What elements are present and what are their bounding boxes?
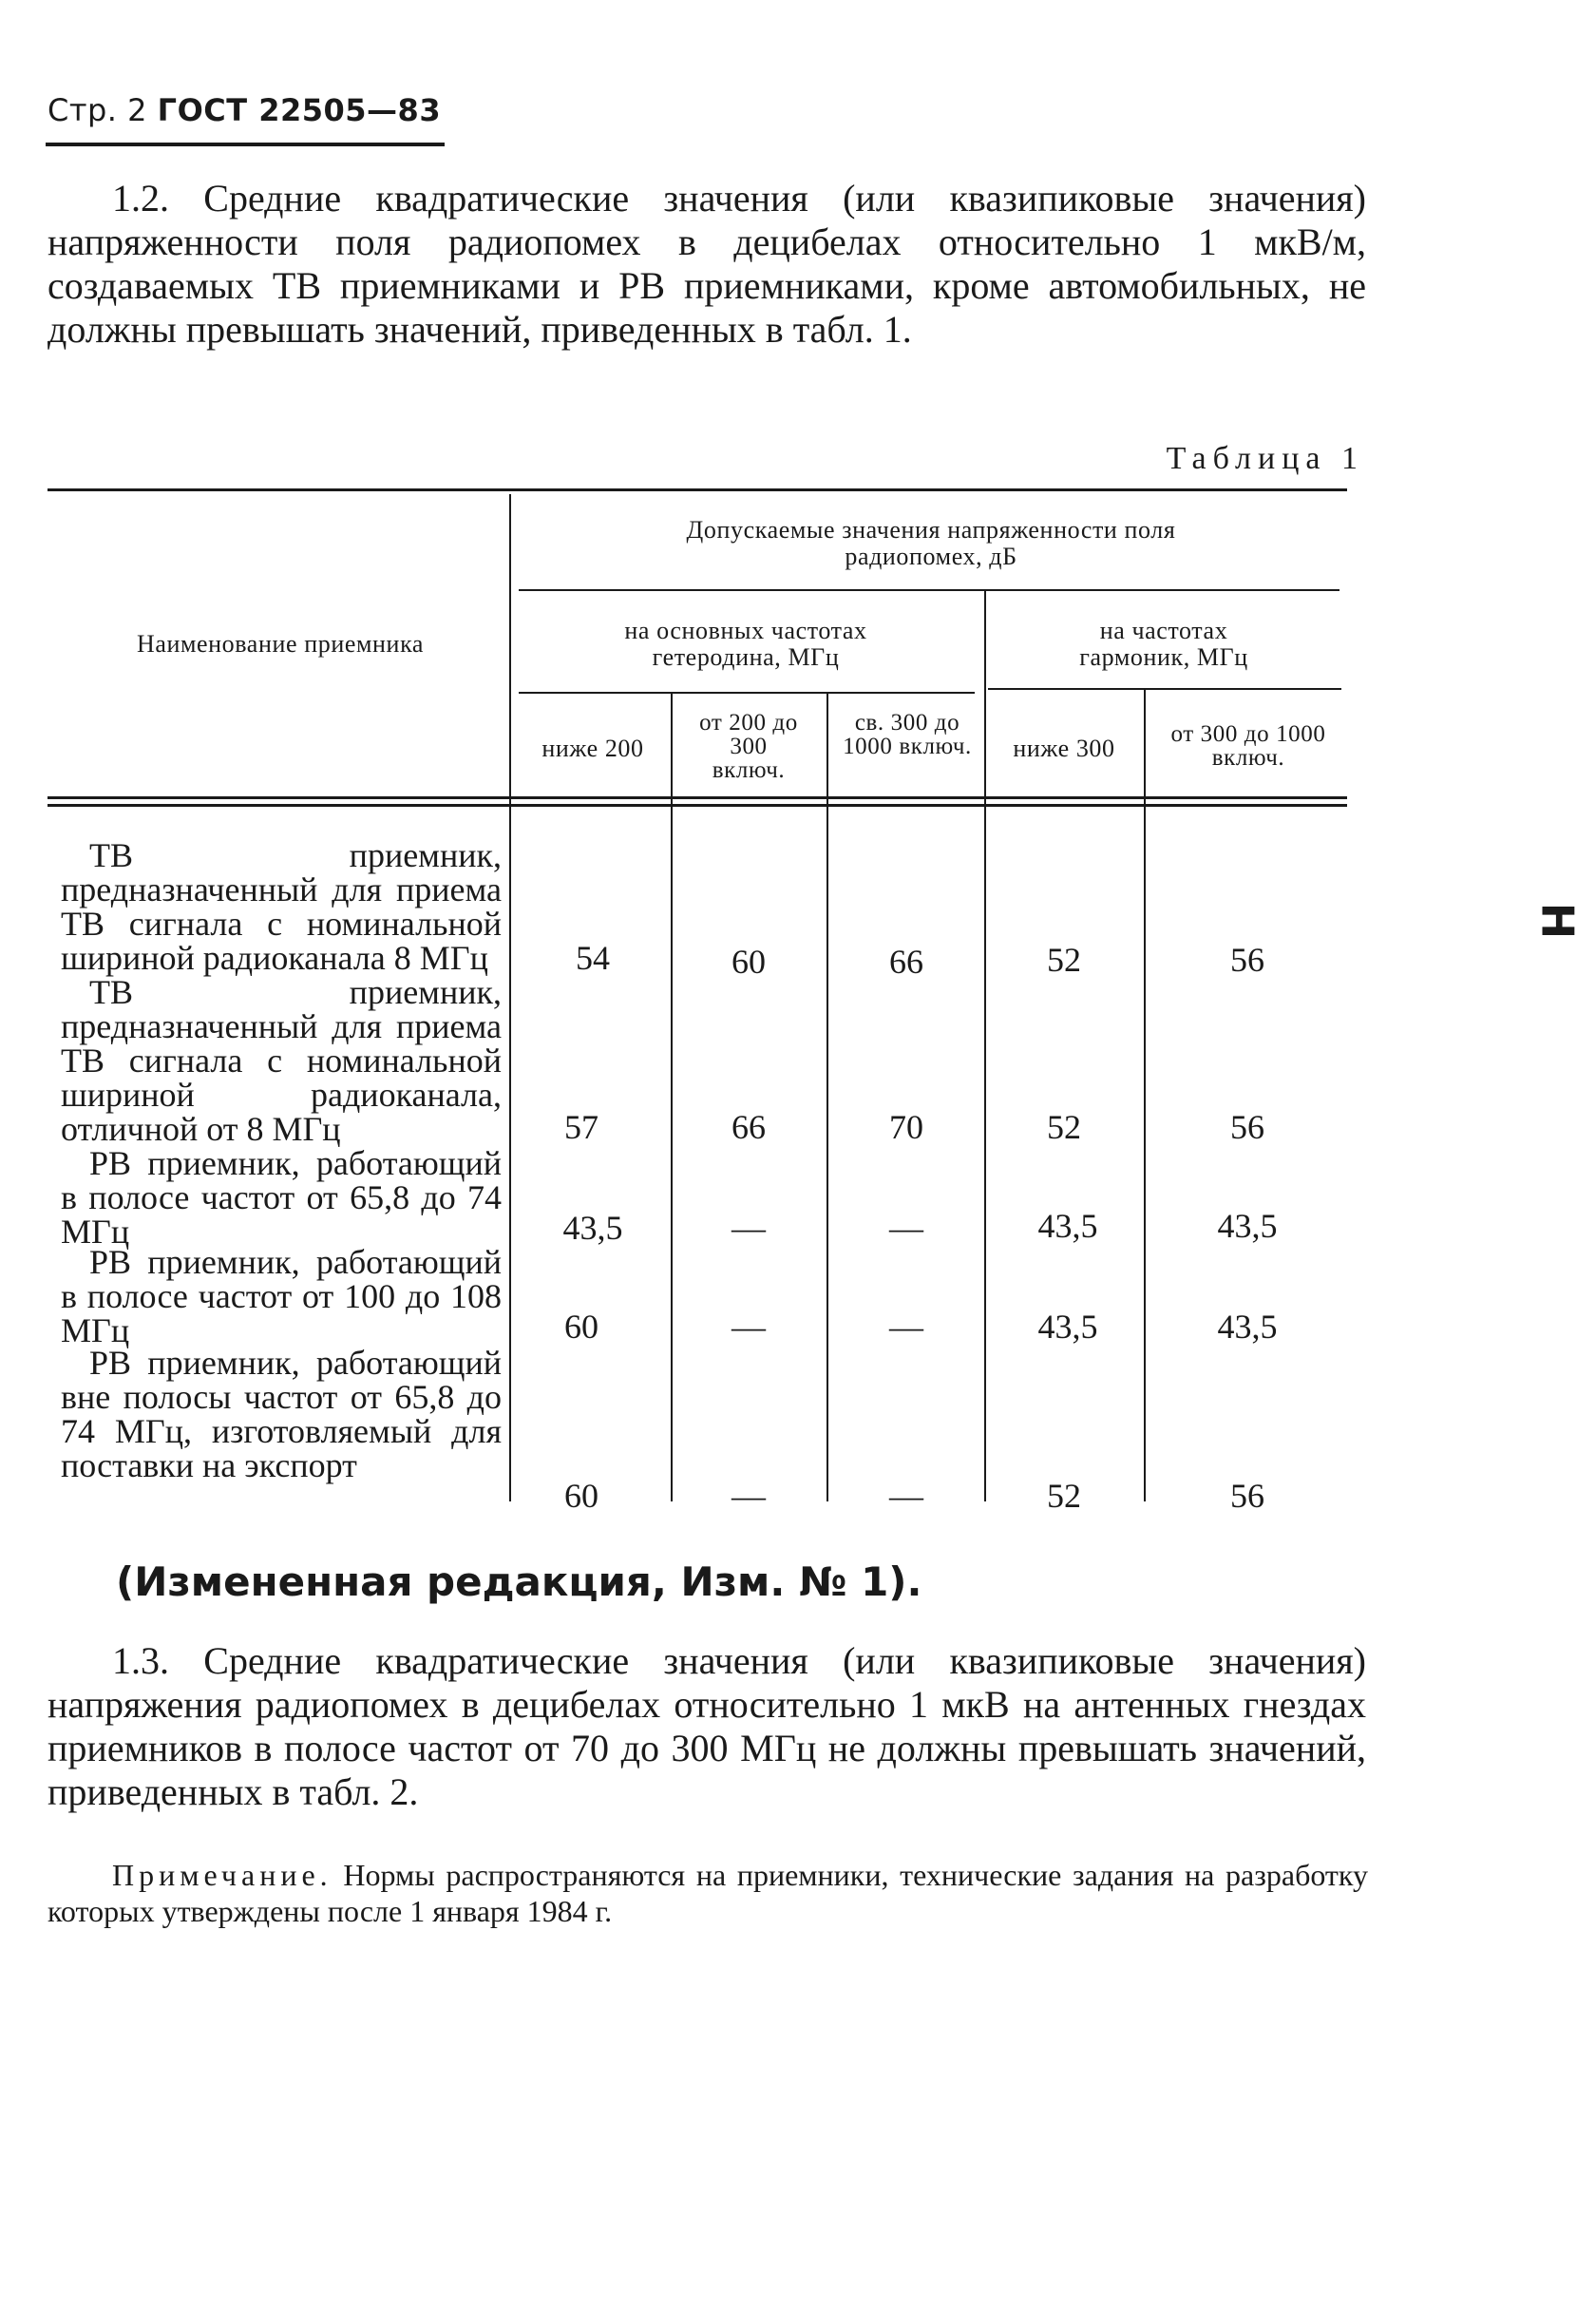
cell-r2-c5: 56	[1230, 1108, 1264, 1146]
note	[48, 1857, 1368, 1929]
page-header	[48, 91, 441, 129]
col-header-below-300: ниже 300	[1013, 735, 1115, 762]
cell-r4-c4: 43,5	[1037, 1308, 1098, 1346]
paragraph-1-2: 1.2. Средние квадратические значения (или квазипиковые значения) напряженности поля радиопомех в децибелах относительно 1 мкВ/м, создаваемых ТВ приемниками и РВ приемниками, кроме автомобильных, не должны превышать значений, приведенных в табл. 1.	[48, 177, 1366, 351]
sub-header-rule-basic	[519, 692, 975, 694]
col-header-300-1000-harm: от 300 до 1000 включ.	[1170, 721, 1326, 771]
cell-r2-c1: 57	[564, 1108, 598, 1146]
cell-r2-c2: 66	[732, 1108, 766, 1146]
paragraph-1-3: 1.3. Средние квадратические значения (или квазипиковые значения) напряжения радиопомех в децибелах относительно 1 мкВ на антенных гнездах приемников в полосе частот от 70 до 300 МГц не должны превышать значений, приведенных в табл. 2.	[48, 1639, 1366, 1813]
cell-r1-c3: 66	[889, 943, 923, 981]
page-label: Стр. 2	[48, 92, 147, 128]
note-text: Нормы распространяются на приемники, технические задания на разработку которых утверждены после 1 января 1984 г.	[48, 1858, 1368, 1928]
col-divider-2	[826, 694, 828, 1501]
col-header-below-200: ниже 200	[542, 735, 644, 762]
table-caption: Таблица 1	[1166, 441, 1364, 476]
cell-r5-c3: —	[889, 1477, 923, 1515]
cell-r1-c4: 52	[1047, 941, 1081, 979]
cell-r4-c5: 43,5	[1217, 1308, 1278, 1346]
sub-header-rule-harmonic	[988, 688, 1341, 690]
cell-r3-c2: —	[732, 1209, 766, 1247]
col-header-300-1000: св. 300 до 1000 включ.	[843, 710, 972, 759]
col-header-200-300: от 200 до 300 включ.	[699, 710, 798, 783]
cell-r2-c4: 52	[1047, 1108, 1081, 1146]
col-divider-group	[984, 591, 986, 1501]
col-divider-name	[509, 494, 511, 1501]
cell-r3-c4: 43,5	[1037, 1207, 1098, 1245]
table-header-rule-1	[48, 796, 1347, 799]
cell-r4-c1: 60	[564, 1308, 598, 1346]
sub-header-basic: на основных частотах гетеродина, МГц	[624, 617, 867, 671]
col-divider-1	[671, 694, 673, 1501]
margin-mark: Н	[1531, 902, 1584, 940]
changed-edition-note: (Измененная редакция, Изм. № 1).	[116, 1558, 922, 1605]
header-rule	[46, 143, 445, 146]
standard-number: ГОСТ 22505—83	[157, 92, 442, 128]
row-name-4: РВ приемник, работающий в полосе частот от 100 до 108 МГц	[61, 1243, 502, 1349]
note-label: Примечание.	[112, 1858, 332, 1892]
table-top-rule	[48, 488, 1347, 491]
cell-r3-c5: 43,5	[1217, 1207, 1278, 1245]
cell-r3-c1: 43,5	[562, 1209, 623, 1247]
sub-header-harmonic: на частотах гармоник, МГц	[1079, 617, 1248, 671]
cell-r1-c5: 56	[1230, 941, 1264, 979]
cell-r5-c5: 56	[1230, 1477, 1264, 1515]
row-name-2: ТВ приемник, предназначенный для приема ТВ сигнала с номинальной шириной радиоканала, отличной от 8 МГц	[61, 973, 502, 1148]
group-header-rule	[519, 589, 1340, 591]
row-name-5: РВ приемник, работающий вне полосы частот от 65,8 до 74 МГц, изготовляемый для поставки на экспорт	[61, 1344, 502, 1484]
cell-r3-c3: —	[889, 1209, 923, 1247]
row-name-3: РВ приемник, работающий в полосе частот от 65,8 до 74 МГц	[61, 1144, 502, 1251]
cell-r4-c2: —	[732, 1308, 766, 1346]
cell-r5-c1: 60	[564, 1477, 598, 1515]
col-name-header: Наименование приемника	[136, 630, 425, 658]
cell-r2-c3: 70	[889, 1108, 923, 1146]
cell-r4-c3: —	[889, 1308, 923, 1346]
row-name-1: ТВ приемник, предназначенный для приема ТВ сигнала с номинальной шириной радиоканала 8 МГц	[61, 836, 502, 977]
cell-r5-c4: 52	[1047, 1477, 1081, 1515]
table-header-rule-2	[48, 804, 1347, 807]
col-divider-4	[1144, 690, 1146, 1501]
cell-r5-c2: —	[732, 1477, 766, 1515]
cell-r1-c2: 60	[732, 943, 766, 981]
cell-r1-c1: 54	[576, 939, 610, 977]
group-header: Допускаемые значения напряженности поля радиопомех, дБ	[686, 516, 1176, 570]
